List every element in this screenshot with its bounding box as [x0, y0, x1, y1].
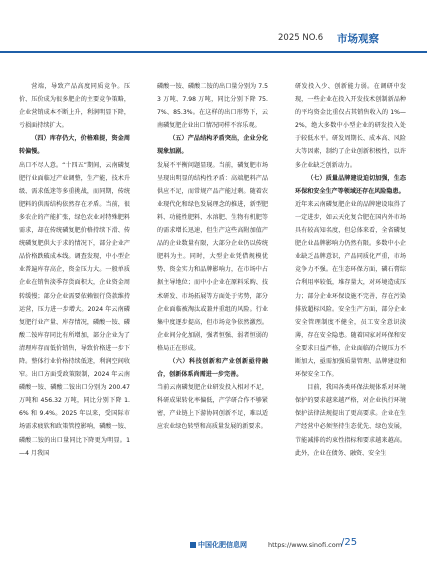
- paragraph: 磷酸一铵、磷酸二铵的出口量分别为 7.53 万吨、7.98 万吨，同比分别下降 75.7%、85.3%。在这样的出口形势下，云南磷复肥企业出口情况同样不容乐观。: [157, 83, 268, 130]
- paragraph: 营端，导致产品高度同质竞争。压价、压价成为很多肥企的主要竞争策略，企业营销成本不断上升，利润明显下降，亏损面持续扩大。: [19, 83, 130, 130]
- text-column-1: [19, 80, 130, 460]
- footer-marker-icon: [190, 542, 196, 548]
- header-rule: [0, 51, 427, 53]
- paragraph: 目前，我国各类环保法规体系对环境保护的要求越来越严格，对企业执行环境保护法律法规提出了更高要求。企业在生产经营中必须坚持生态优先、绿色发展，节能减排的约束性指标和要求越来越高。此外，企业在债务、融资、安全生: [295, 384, 406, 457]
- paragraph: 出口不尽人意。“十四五”期间，云南磷复肥行业面临过产业调整，生产能，技术升级、需求低迷等多重挑战，而同期，传统肥料的供需结构依然存在矛盾。当前，很多农企的产能扩张，绿色农业对特殊肥料需求，却在传统磷复肥价格持续下滑、传统磷复肥供大于求的情况下，部分企业产品价格跌破成本线。调查发现，中小型企业普遍库存高企，资金压力大。一般单质企业在销售淡季存货面积大，企业资金周转缓慢；部分企业需要依赖银行贷款维持运营，压力进一步增大。2024 年云南磷复肥行业产量、库存情况，磷酸一铵、磷酸二铵库存同比有所增加，部分企业为了清理库存而低价销售，导致价格进一步下降。整体行业价格持续低迷，利润空间收窄。出口方面受政策限制，2024 年云南磷酸一铵、磷酸二铵出口分别为 200.47 万吨和 456.32 万吨，同比分别下降 1.6% 和 9.4%。2025 年以来，受国际市场需求疲软和政策管控影响，磷酸一铵、磷酸二铵的出口量同比下降更为明显。1—4 月我国: [19, 161, 130, 457]
- footer-url[interactable]: https://www.sinofi.com: [268, 541, 343, 549]
- paragraph: 研发投入少、创新能力弱。在调研中发现，一些企业在投入开发技术创制新品种的平均资金比重仅占其销售收入的 1%—2%，绝大多数中小型企业的研发投入处于较低水平。研发周期长、成本高、风险大等因素，制约了企业创新积极性，以许多企业缺乏创新动力。: [295, 83, 406, 169]
- section-heading: （四）库存仍大，价格难提，资金周转偏慢。: [19, 135, 130, 156]
- paragraph: 发展不平衡问题显现。当前，磷复肥市场呈现出明显的结构性矛盾：高端肥料产品供应不足，而常规产品产能过剩。随着农业现代化和绿色发展理念的推进，新型肥料、功能性肥料、水溶肥、生物有机肥等的需求增长迅速，但生产这些高附加值产品的企业数量有限，大部分企业仍以传统肥料为主。同时，大型企业凭借规模优势、资金实力和品牌影响力，在市场中占据主导地位；而中小企业在原料采购、技术研发、市场拓展等方面处于劣势，部分企业面临被淘汰或兼并重组的风险。行业集中度逐步提高，但市场竞争依然激烈。企业间分化加剧，强者恒强、弱者恒弱的格局正在形成。: [157, 161, 268, 352]
- text-column-2: [157, 80, 268, 434]
- section-title: 市场观察: [337, 33, 379, 45]
- text-column-3: [295, 80, 406, 460]
- paragraph: 近年来云南磷复肥企业的品牌建设取得了一定进步，如云天化复合肥在国内外市场具有较高知名度，但总体来看，全省磷复肥企业品牌影响力仍然有限。多数中小企业缺乏品牌意识，产品同质化严重，市场竞争力不强。在生态环保方面，磷石膏综合利用率较低，堆存量大，对环境造成压力；部分企业环保设施不完善，存在污染排放超标风险。安全生产方面，部分企业安全管理制度不健全，员工安全意识淡薄，存在安全隐患。随着国家对环保和安全要求日益严格，企业面临的合规压力不断加大，亟需加强质量管理、品牌建设和环保安全工作。: [295, 200, 406, 379]
- section-heading: （五）产品结构矛盾突出，企业分化现象加剧。: [157, 135, 268, 156]
- issue-number: 2025 NO.6: [278, 33, 324, 43]
- footer-site-name: 中国化肥信息网: [198, 541, 247, 549]
- page-number: /25: [341, 537, 358, 548]
- section-heading: （七）质量品牌建设迫切加强，生态环保和安全生产等领域还存在风险隐患。: [295, 174, 406, 195]
- paragraph: 当前云南磷复肥企业研发投入相对不足，科研成果转化率偏低，产学研合作不够紧密，产业链上下游协同创新不足，难以适应农业绿色转型和高质量发展的新要求。: [157, 384, 268, 431]
- section-heading: （六）科技创新和产业创新亟待融合，创新体系尚需进一步完善。: [157, 357, 268, 379]
